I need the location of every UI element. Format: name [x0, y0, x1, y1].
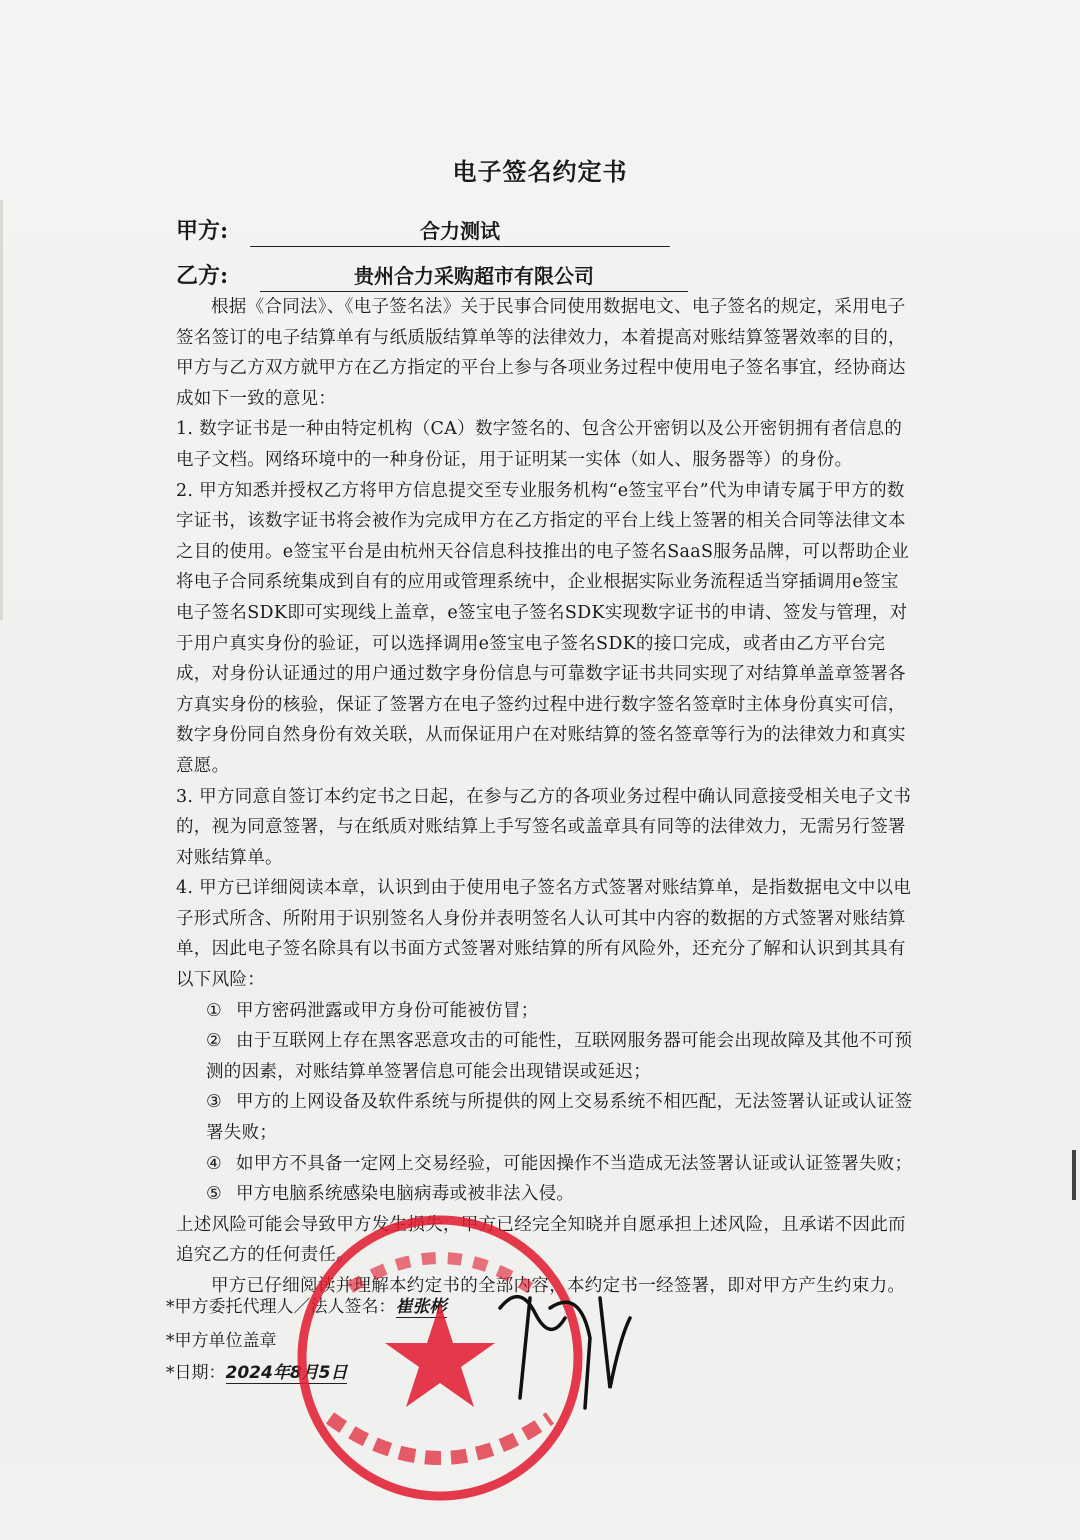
risk-item [176, 996, 916, 1027]
handwritten-scrawl [490, 1278, 640, 1418]
risk-number: ③ [206, 1092, 222, 1113]
document-title: 电子签名约定书 [452, 157, 628, 186]
risk-item [176, 1179, 916, 1210]
risk-text: 如甲方不具备一定网上交易经验，可能因操作不当造成无法签署认证或认证签署失败； [236, 1153, 913, 1174]
clause-4: 4. 甲方已详细阅读本章，认识到由于使用电子签名方式签署对账结算单，是指数据电文中以电子形式所含、所附用于识别签名人身份并表明签名人认可其中内容的数据的方式签署对账结算单，因此电子签名除具有以书面方式签署对账结算的所有风险外，还充分了解和认识到其具有以下风险： [176, 878, 912, 991]
risk-item [176, 1149, 916, 1180]
risk-text: 由于互联网上存在黑客恶意攻击的可能性，互联网服务器可能会出现故障及其他不可预测的因素，对账结算单签署信息可能会出现错误或延迟； [206, 1031, 913, 1082]
risk-number: ⑤ [206, 1184, 222, 1205]
party-a-value: 合力测试 [250, 215, 670, 247]
risk-number: ② [206, 1031, 222, 1052]
risk-item [176, 1026, 916, 1087]
risk-text: 甲方的上网设备及软件系统与所提供的网上交易系统不相匹配，无法签署认证或认证签署失败； [206, 1092, 913, 1144]
risk-number: ① [206, 1000, 222, 1021]
risk-item [176, 1087, 916, 1148]
scan-fold-shadow [0, 200, 3, 620]
intro-paragraph: 根据《合同法》、《电子签名法》关于民事合同使用数据电文、电子签名的规定，采用电子签名签订的电子结算单有与纸质版结算单等的法律效力，本着提高对账结算签署效率的目的，甲方与乙方双方就甲方在乙方指定的平台上参与各项业务过程中使用电子签名事宜，经协商达成如下一致的意见： [176, 297, 906, 409]
clause-2: 2. 甲方知悉并授权乙方将甲方信息提交至专业服务机构“e签宝平台”代为申请专属于甲方的数字证书，该数字证书将会被作为完成甲方在乙方指定的平台上线上签署的相关合同等法律文本之目的使用。e签宝平台是由杭州天谷信息科技推出的电子签名SaaS服务品牌，可以帮助企业将电子合同系统集成到自有的应用或管理系统中，企业根据实际业务流程适当穿插调用e签宝电子签名SDK即可实现线上盖章，e签宝电子签名SDK实现数字证书的申请、签发与管理，对于用户真实身份的验证，可以选择调用e签宝电子签名SDK的接口完成，或者由乙方平台完成，对身份认证通过的用户通过数字身份信息与可靠数字证书共同实现了对结算单盖章签署各方真实身份的核验，保证了签署方在电子签约过程中进行数字签名签章时主体身份真实可信，数字身份同自然身份有效关联，从而保证用户在对账结算的签名签章等行为的法律效力和真实意愿。 [176, 480, 910, 776]
party-b-value: 贵州合力采购超市有限公司 [260, 260, 688, 292]
risk-statement: 上述风险可能会导致甲方发生损失，甲方已经完全知晓并自愿承担上述风险，且承诺不因此而追究乙方的任何责任。 [176, 1214, 906, 1266]
clause-3: 3. 甲方同意自签订本约定书之日起，在参与乙方的各项业务过程中确认同意接受相关电子文书的，视为同意签署，与在纸质对账结算上手写签名或盖章具有同等的法律效力，无需另行签署对账结算单。 [176, 786, 912, 868]
agreement-body [176, 292, 916, 1302]
date-value: 2024年8月5日 [226, 1358, 348, 1384]
party-a-label: 甲方: [176, 218, 229, 244]
closing-paragraph: 甲方已仔细阅读并理解本约定书的全部内容，本约定书一经签署，即对甲方产生约束力。 [211, 1276, 906, 1296]
party-b-label: 乙方: [176, 263, 229, 289]
scan-edge-mark [1072, 1150, 1076, 1200]
agent-signature-label: *甲方委托代理人／法人签名： [166, 1297, 396, 1317]
risk-text: 甲方密码泄露或甲方身份可能被仿冒； [236, 1000, 539, 1021]
company-seal-label: *甲方单位盖章 [166, 1331, 277, 1351]
date-label: *日期： [166, 1363, 226, 1383]
party-a-row [176, 214, 670, 247]
agent-signature-name: 崔张彬 [396, 1292, 447, 1318]
risk-number: ④ [206, 1153, 222, 1174]
clause-1: 1. 数字证书是一种由特定机构（CA）数字签名的、包含公开密钥以及公开密钥拥有者信息的电子文档。网络环境中的一种身份证，用于证明某一实体（如人、服务器等）的身份。 [176, 419, 903, 470]
party-b-row [176, 259, 688, 292]
company-seal-row [166, 1326, 277, 1351]
risk-text: 甲方电脑系统感染电脑病毒或被非法入侵。 [236, 1184, 575, 1205]
